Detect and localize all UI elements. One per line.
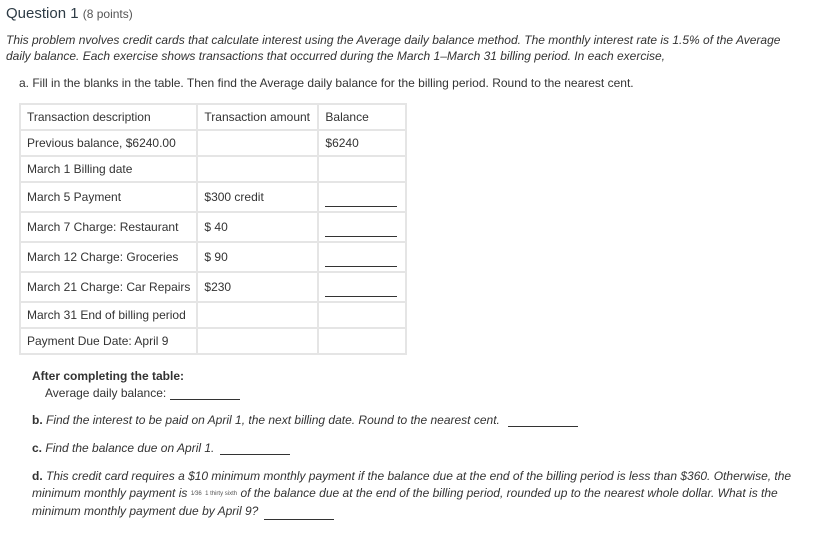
balance-blank-cell [318, 272, 406, 302]
part-d-text-1: This credit card requires a $10 minimum monthly payment if the balance due at the end of the billing period is less than $360. Otherwise, the minimum monthly payment is [32, 469, 792, 500]
table-row [20, 156, 406, 182]
part-b-text: Find the interest to be paid on April 1, the next billing date. Round to the nearest cent. [46, 413, 500, 427]
fraction-one-thirty-sixth: 1⁄36 [190, 491, 202, 497]
row-amount [197, 302, 318, 328]
row-description: March 12 Charge: Groceries [20, 242, 197, 272]
part-c-text: Find the balance due on April 1. [45, 441, 215, 455]
row-amount [197, 156, 318, 182]
part-d-answer-blank[interactable] [264, 505, 334, 520]
balance-answer-blank[interactable] [325, 252, 397, 267]
balance-answer-blank[interactable] [325, 192, 397, 207]
table-row [20, 328, 406, 354]
part-b-label: b. [32, 413, 43, 427]
row-description: March 5 Payment [20, 182, 197, 212]
balance-answer-blank[interactable] [325, 282, 397, 297]
balance-blank-cell [318, 242, 406, 272]
row-description: Previous balance, $6240.00 [20, 130, 197, 156]
question-number: Question 1 [6, 5, 79, 22]
row-description: March 31 End of billing period [20, 302, 197, 328]
table-row [20, 182, 406, 212]
row-amount: $ 40 [197, 212, 318, 242]
question-title [6, 5, 133, 22]
header-amount: Transaction amount [197, 104, 318, 130]
row-description: March 21 Charge: Car Repairs [20, 272, 197, 302]
part-d [32, 468, 802, 520]
table-row [20, 242, 406, 272]
part-a-instructions: a. Fill in the blanks in the table. Then find the Average daily balance for the billing period. Round to the nearest cent. [19, 76, 634, 90]
part-c-answer-blank[interactable] [220, 440, 290, 455]
table-header-row [20, 104, 406, 130]
problem-intro: This problem nvolves credit cards that calculate interest using the Average daily balance method. The monthly interest rate is 1.5% of the Average daily balance. Each exercise shows transactions that occurred during the March 1–March 31 billing period. In each exercise, [6, 33, 781, 63]
fraction-words: 1 thirty sixth [205, 491, 238, 497]
row-balance [318, 156, 406, 182]
balance-answer-blank[interactable] [325, 222, 397, 237]
row-balance [318, 302, 406, 328]
row-amount: $ 90 [197, 242, 318, 272]
adb-label: Average daily balance: [45, 386, 167, 400]
header-balance: Balance [318, 104, 406, 130]
average-daily-balance-line [45, 385, 240, 400]
after-table-heading: After completing the table: [32, 369, 185, 383]
header-description: Transaction description [20, 104, 197, 130]
table-row [20, 130, 406, 156]
part-c [32, 440, 290, 455]
row-amount [197, 130, 318, 156]
part-d-label: d. [32, 469, 43, 483]
balance-blank-cell [318, 182, 406, 212]
part-d-text-2: of the balance due at the end of the billing period, rounded up to the nearest whole dollar. What is the minimum monthly payment due by April 9? [32, 486, 778, 518]
part-c-label: c. [32, 441, 43, 455]
part-b-answer-blank[interactable] [508, 412, 578, 427]
row-balance: $6240 [318, 130, 406, 156]
row-amount: $300 credit [197, 182, 318, 212]
row-amount [197, 328, 318, 354]
row-amount: $230 [197, 272, 318, 302]
table-row [20, 272, 406, 302]
row-description: March 7 Charge: Restaurant [20, 212, 197, 242]
table-row [20, 212, 406, 242]
balance-blank-cell [318, 212, 406, 242]
row-balance [318, 328, 406, 354]
table-row [20, 302, 406, 328]
question-points: (8 points) [82, 7, 133, 21]
part-b [32, 412, 578, 427]
row-description: Payment Due Date: April 9 [20, 328, 197, 354]
transaction-table [19, 103, 407, 355]
adb-answer-blank[interactable] [170, 385, 240, 400]
row-description: March 1 Billing date [20, 156, 197, 182]
